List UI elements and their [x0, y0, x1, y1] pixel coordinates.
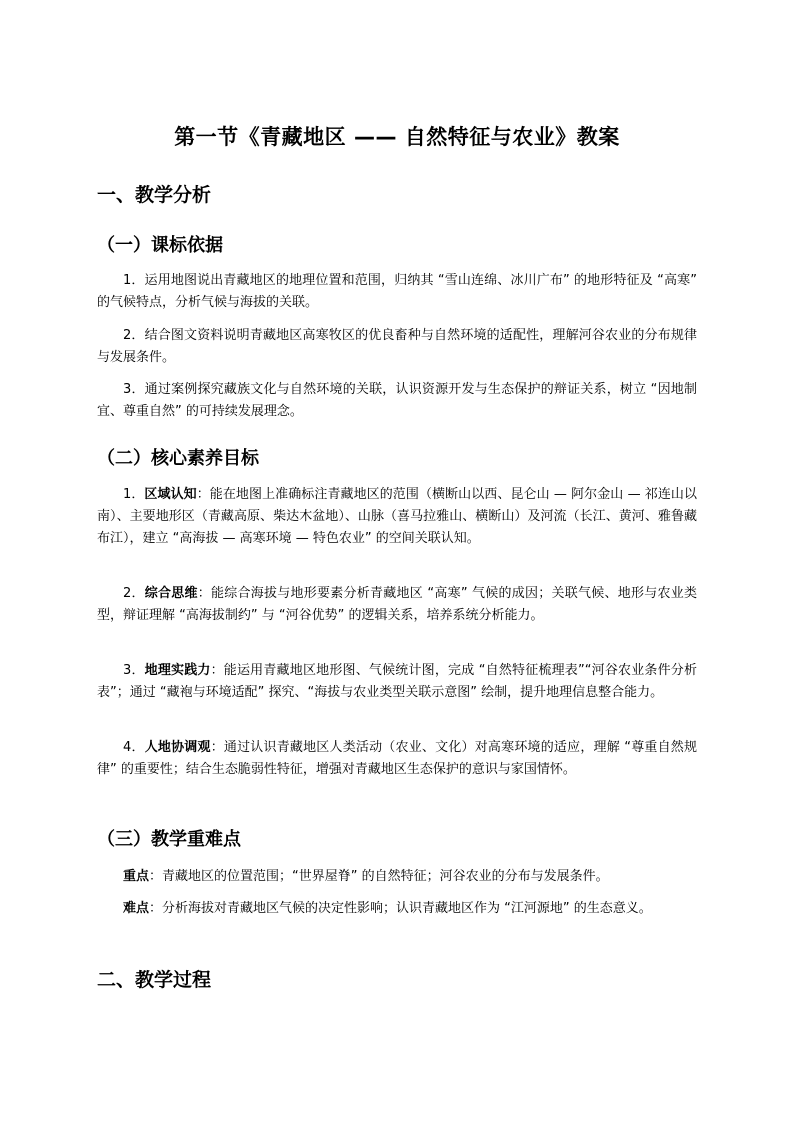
key-point-lead: 重点 [123, 869, 150, 884]
item-lead: 地理实践力 [144, 663, 211, 678]
item-number: 1． [123, 487, 145, 502]
key-point-text: ：青藏地区的位置范围；“世界屋脊” 的自然特征；河谷农业的分布与发展条件。 [149, 869, 609, 884]
item-text: ：通过认识青藏地区人类活动（农业、文化）对高寒环境的适应，理解 “尊重自然规律” 的重要性；结合生态脆弱性特征，增强对青藏地区生态保护的意识与家国情怀。 [97, 740, 697, 777]
item-lead: 区域认知 [144, 487, 197, 502]
item-number: 2． [123, 586, 145, 601]
curriculum-item-2: 2．结合图文资料说明青藏地区高寒牧区的优良畜种与自然环境的适配性，理解河谷农业的分布规律与发展条件。 [97, 328, 697, 365]
core-literacy-item-3 [97, 660, 697, 704]
item-lead: 综合思维 [144, 586, 198, 601]
item-text: ：能综合海拔与地形要素分析青藏地区 “高寒” 气候的成因；关联气候、地形与农业类型，辩证理解 “高海拔制约” 与 “河谷优势” 的逻辑关系，培养系统分析能力。 [97, 586, 697, 623]
subsection-heading-core-literacy: （二）核心素养目标 [97, 448, 259, 469]
section-heading-analysis: 一、教学分析 [97, 184, 212, 206]
item-text: ：能运用青藏地区地形图、气候统计图，完成 “自然特征梳理表”“河谷农业条件分析表”；通过 “藏袍与环境适配” 探究、“海拔与农业类型关联示意图” 绘制，提升地理信息整合能力。 [97, 663, 697, 700]
item-number: 3． [123, 663, 145, 678]
difficult-point-lead: 难点 [123, 901, 150, 916]
section-heading-process: 二、教学过程 [97, 969, 212, 991]
curriculum-item-3: 3．通过案例探究藏族文化与自然环境的关联，认识资源开发与生态保护的辩证关系，树立 “因地制宜、尊重自然” 的可持续发展理念。 [97, 382, 697, 419]
difficult-point [97, 898, 697, 920]
item-number: 4． [123, 740, 145, 755]
key-point [97, 866, 697, 888]
core-literacy-item-1 [97, 484, 697, 550]
item-lead: 人地协调观 [144, 740, 211, 755]
document-title: 第一节《青藏地区 —— 自然特征与农业》教案 [174, 125, 620, 149]
core-literacy-item-4 [97, 737, 697, 781]
subsection-heading-key-difficult: （三）教学重难点 [97, 829, 241, 850]
item-text: ：能在地图上准确标注青藏地区的范围（横断山以西、昆仑山 — 阿尔金山 — 祁连山以南）、主要地形区（青藏高原、柴达木盆地）、山脉（喜马拉雅山、横断山）及河流（长江、黄河、雅鲁藏布江），建立 “高海拔 — 高寒环境 — 特色农业” 的空间关联认知。 [97, 487, 697, 546]
difficult-point-text: ：分析海拔对青藏地区气候的决定性影响；认识青藏地区作为 “江河源地” 的生态意义。 [149, 901, 652, 916]
subsection-heading-curriculum: （一）课标依据 [97, 235, 223, 256]
curriculum-item-1: 1．运用地图说出青藏地区的地理位置和范围，归纳其 “雪山连绵、冰川广布” 的地形特征及 “高寒” 的气候特点，分析气候与海拔的关联。 [97, 273, 697, 310]
core-literacy-item-2 [97, 583, 697, 627]
